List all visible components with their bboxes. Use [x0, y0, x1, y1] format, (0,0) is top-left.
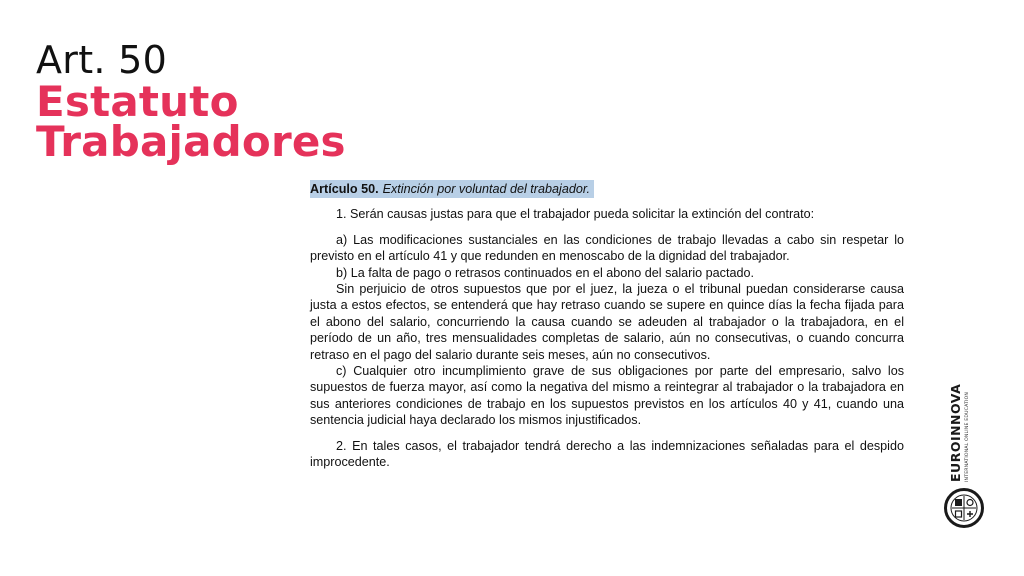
euroinnova-seal-icon [944, 488, 984, 528]
title-statute-word: Estatuto [36, 77, 239, 126]
article-heading [310, 180, 594, 198]
logo-tagline-text: INTERNATIONAL ONLINE EDUCATION [965, 391, 970, 482]
logo-brand-text: EUROINNOVA [948, 383, 963, 482]
title-article-number: Art. 50 [36, 38, 168, 82]
paragraph-2: 2. En tales casos, el trabajador tendrá derecho a las indemnizaciones señaladas para el despido improcedente. [310, 438, 904, 470]
title-workers-word: Trabajadores [36, 117, 346, 166]
paragraph-1: 1. Serán causas justas para que el trabajador pueda solicitar la extinción del contrato: [336, 207, 815, 222]
logo-wordmark [946, 383, 982, 482]
euroinnova-logo [940, 383, 986, 528]
paragraph-b-detail: Sin perjuicio de otros supuestos que por el juez, la jueza o el tribunal puedan considerarse causa justa a estos efectos, se entenderá que hay retraso cuando se supere en quince días la fecha fijada para el abono del salario, concurriendo la causa cuando se adeuden al trabajador o la trabajadora, en el período de un año, tres mensualidades completas de salario, aún no consecutivas, o cuando concurra retraso en el pago del salario durante seis meses, aún no consecutivos. [310, 282, 904, 362]
paragraph-c: c) Cualquier otro incumplimiento grave de sus obligaciones por parte del empresario, salvo los supuestos de fuerza mayor, así como la negativa del mismo a reintegrar al trabajador o la trabajadora en sus anteriores condiciones de trabajo en los supuestos previstos en los artículos 40 y 41, cuando una sentencia judicial haya declarado los mismos injustificados. [310, 364, 904, 428]
paragraph-a: a) Las modificaciones sustanciales en las condiciones de trabajo llevadas a cabo sin respetar lo previsto en el artículo 41 y que redunden en menoscabo de la dignidad del trabajador. [310, 232, 904, 264]
article-text-excerpt [310, 180, 904, 471]
article-number: Artículo 50. [310, 182, 379, 196]
paragraph-b: b) La falta de pago o retrasos continuados en el abono del salario pactado. [336, 265, 754, 280]
slide-title [36, 38, 416, 166]
article-title: Extinción por voluntad del trabajador. [382, 182, 591, 196]
